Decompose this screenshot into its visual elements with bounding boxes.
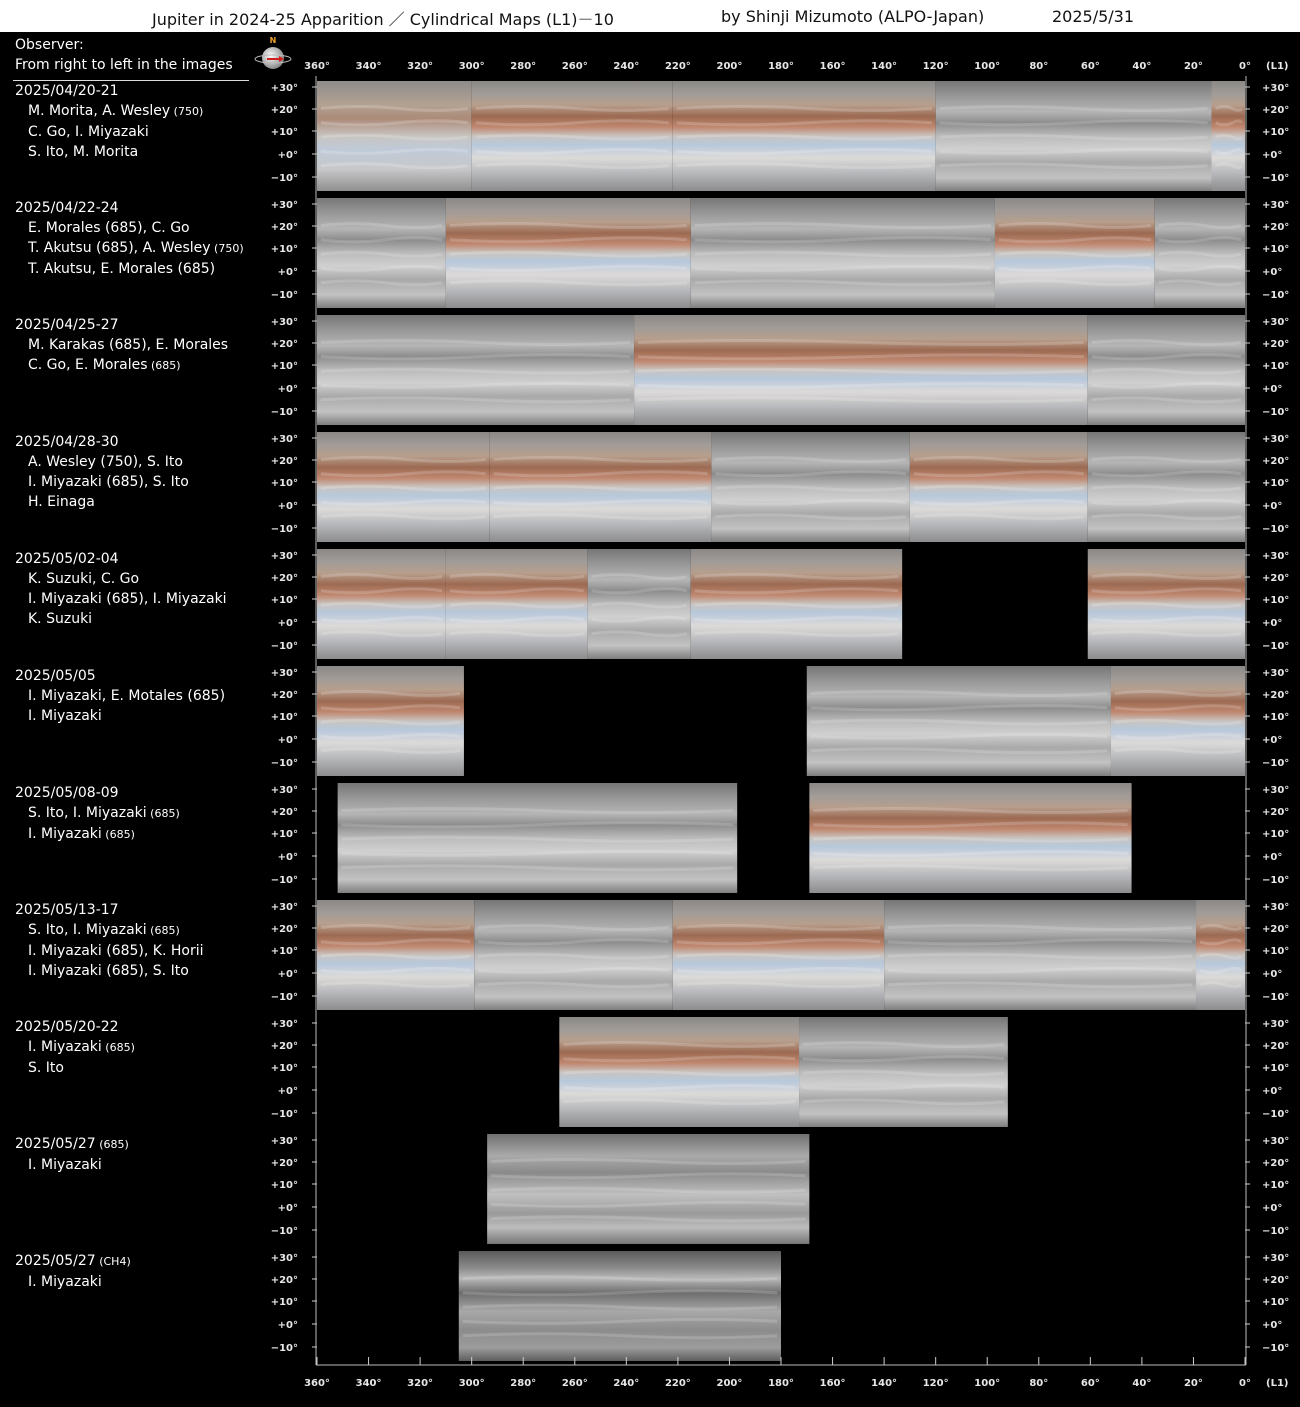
lat-label-left: +0° [277,267,298,278]
lon-label-bottom: 320° [407,1378,434,1389]
longitude-system-label: (L1) [1266,1378,1289,1389]
lat-label-left: −10° [270,641,298,652]
lat-label-right: +10° [1262,127,1290,138]
lat-label-right: +30° [1262,200,1290,211]
lat-label-left: −10° [270,875,298,886]
lon-label-top: 0° [1239,61,1251,72]
observer-line: H. Einaga [28,494,95,510]
observation-date: 2025/05/27 (CH4) [15,1253,131,1269]
lon-label-top: 60° [1080,61,1100,72]
lon-label-bottom: 20° [1183,1378,1203,1389]
publish-date: 2025/5/31 [1052,7,1135,26]
lat-label-left: −10° [270,1109,298,1120]
lat-label-left: +20° [270,924,298,935]
observer-line: T. Akutsu (685), A. Wesley (750) [28,240,244,256]
map-strip [459,1251,781,1361]
lat-label-right: +0° [1262,618,1283,629]
lat-label-right: +30° [1262,902,1290,913]
lat-label-left: +10° [270,946,298,957]
lat-label-right: +20° [1262,105,1290,116]
lat-label-right: +10° [1262,361,1290,372]
lat-label-left: +20° [270,1275,298,1286]
observation-date: 2025/05/08-09 [15,785,119,801]
observer-order-note: From right to left in the images [15,57,233,73]
lat-label-left: −10° [270,992,298,1003]
observation-date: 2025/05/27 (685) [15,1136,129,1152]
lat-label-right: +30° [1262,551,1290,562]
lat-label-left: +30° [270,785,298,796]
compass-north-label: N [269,36,277,45]
lon-label-top: 100° [974,61,1001,72]
lon-label-bottom: 140° [871,1378,898,1389]
lat-label-right: +20° [1262,573,1290,584]
lon-label-bottom: 0° [1239,1378,1251,1389]
map-strip [338,783,1132,893]
lat-label-right: +10° [1262,595,1290,606]
lat-label-right: +30° [1262,668,1290,679]
lon-label-top: 160° [819,61,846,72]
lat-label-left: +20° [270,222,298,233]
observer-line: M. Karakas (685), E. Morales [28,337,229,353]
map-strip [317,81,1245,191]
lat-label-left: −10° [270,1226,298,1237]
lat-label-left: −10° [270,758,298,769]
lon-label-top: 40° [1132,61,1152,72]
observation-date: 2025/04/20-21 [15,83,119,99]
lon-label-top: 340° [355,61,382,72]
lat-label-right: +0° [1262,1086,1283,1097]
observer-heading: Observer: [15,37,84,53]
lat-label-left: +30° [270,1136,298,1147]
filter-tag: (685) [101,1041,135,1054]
lat-label-left: +0° [277,384,298,395]
lat-label-right: +10° [1262,1180,1290,1191]
observation-date: 2025/04/25-27 [15,317,119,333]
lat-label-right: +30° [1262,434,1290,445]
filter-tag: (685) [101,828,135,841]
lon-label-bottom: 200° [716,1378,743,1389]
lat-label-left: +10° [270,244,298,255]
lat-label-right: +20° [1262,456,1290,467]
map-strip [317,198,1245,308]
observer-line: S. Ito, M. Morita [28,144,139,160]
observer-line: I. Miyazaki, E. Motales (685) [28,688,226,704]
lat-label-left: +30° [270,551,298,562]
lat-label-right: +10° [1262,946,1290,957]
observer-line: C. Go, I. Miyazaki [28,124,149,140]
map-strip [317,666,1245,776]
lat-label-right: +10° [1262,712,1290,723]
lat-label-left: +20° [270,1158,298,1169]
map-strip [317,315,1245,425]
lat-label-left: +30° [270,1253,298,1264]
lon-label-bottom: 120° [922,1378,949,1389]
lat-label-right: +0° [1262,267,1283,278]
lat-label-right: +20° [1262,807,1290,818]
map-strip [487,1134,809,1244]
lat-label-right: −10° [1262,173,1290,184]
observation-date: 2025/05/02-04 [15,551,119,567]
lat-label-right: +30° [1262,1019,1290,1030]
lat-label-left: +10° [270,361,298,372]
lat-label-right: −10° [1262,992,1290,1003]
observer-line: A. Wesley (750), S. Ito [28,454,183,470]
lat-label-left: +10° [270,478,298,489]
lat-label-right: +20° [1262,1041,1290,1052]
lat-label-left: +30° [270,434,298,445]
lat-label-right: +10° [1262,1063,1290,1074]
filter-tag: (685) [146,924,180,937]
lat-label-left: +20° [270,1041,298,1052]
lon-label-bottom: 60° [1080,1378,1100,1389]
lat-label-left: +10° [270,127,298,138]
lat-label-left: +10° [270,1297,298,1308]
lon-label-bottom: 160° [819,1378,846,1389]
lon-label-top: 80° [1029,61,1049,72]
longitude-system-label: (L1) [1266,61,1289,72]
observer-line: I. Miyazaki [28,708,102,724]
lat-label-left: +30° [270,1019,298,1030]
lat-label-right: +0° [1262,150,1283,161]
lat-label-left: +0° [277,150,298,161]
observation-date: 2025/05/05 [15,668,96,684]
map-strip [317,549,1245,659]
observer-line: I. Miyazaki (685) [28,826,135,842]
lat-label-left: −10° [270,1343,298,1354]
lat-label-right: +20° [1262,1158,1290,1169]
filter-tag: (750) [170,105,204,118]
lat-label-right: +20° [1262,924,1290,935]
strips-layer [317,81,1245,1361]
lon-label-top: 300° [458,61,485,72]
lon-label-top: 280° [510,61,537,72]
lat-label-right: −10° [1262,1226,1290,1237]
lon-label-bottom: 180° [768,1378,794,1389]
lat-label-left: +0° [277,1203,298,1214]
observer-line: K. Suzuki, C. Go [28,571,140,587]
lon-label-top: 20° [1183,61,1203,72]
observer-line: S. Ito, I. Miyazaki (685) [28,805,180,821]
lat-label-left: +0° [277,735,298,746]
lat-label-right: +10° [1262,829,1290,840]
lon-label-bottom: 360° [304,1378,330,1389]
lat-label-left: +10° [270,829,298,840]
lat-label-left: +0° [277,969,298,980]
lat-label-left: +0° [277,852,298,863]
observer-line: I. Miyazaki [28,1157,102,1173]
lat-label-left: −10° [270,173,298,184]
observer-line: C. Go, E. Morales (685) [28,357,181,373]
lat-label-left: +10° [270,595,298,606]
map-strip [317,432,1245,542]
lat-label-right: +30° [1262,1253,1290,1264]
observer-line: I. Miyazaki (685), I. Miyazaki [28,591,227,607]
lat-label-left: −10° [270,407,298,418]
lon-label-bottom: 280° [510,1378,537,1389]
page-title: Jupiter in 2024-25 Apparition ／ Cylindrical Maps (L1)－10 [152,10,614,29]
lat-label-right: +0° [1262,1203,1283,1214]
observer-line: I. Miyazaki (685), S. Ito [28,963,189,979]
lat-label-left: +30° [270,317,298,328]
lat-label-left: +10° [270,1063,298,1074]
lat-label-left: +30° [270,668,298,679]
lat-label-right: +0° [1262,969,1283,980]
map-strip [559,1017,1008,1127]
lon-label-bottom: 340° [355,1378,382,1389]
lat-label-right: −10° [1262,1343,1290,1354]
lon-label-top: 260° [561,61,588,72]
lat-label-right: +10° [1262,244,1290,255]
lat-label-left: +20° [270,105,298,116]
lat-label-left: +30° [270,83,298,94]
lat-label-right: −10° [1262,875,1290,886]
lon-label-top: 200° [716,61,743,72]
lat-label-right: −10° [1262,758,1290,769]
lat-label-left: +0° [277,1320,298,1331]
observation-date: 2025/04/22-24 [15,200,119,216]
filter-tag: (750) [210,242,244,255]
lat-label-right: +0° [1262,384,1283,395]
observation-date: 2025/04/28-30 [15,434,119,450]
map-strip [317,900,1245,1010]
observer-line: I. Miyazaki (685), S. Ito [28,474,189,490]
lat-label-right: +20° [1262,1275,1290,1286]
lat-label-right: +20° [1262,222,1290,233]
lat-label-right: +30° [1262,83,1290,94]
lat-label-left: +0° [277,618,298,629]
lat-label-right: +10° [1262,1297,1290,1308]
lat-label-left: −10° [270,290,298,301]
observation-date: 2025/05/20-22 [15,1019,119,1035]
lon-label-top: 180° [768,61,794,72]
lat-label-right: −10° [1262,1109,1290,1120]
lon-label-top: 220° [664,61,691,72]
observer-line: S. Ito, I. Miyazaki (685) [28,922,180,938]
filter-tag: (685) [146,807,180,820]
lat-label-left: −10° [270,524,298,535]
lat-label-right: +0° [1262,852,1283,863]
lat-label-left: +20° [270,807,298,818]
observer-line: K. Suzuki [28,611,93,627]
observation-date: 2025/05/13-17 [15,902,119,918]
lat-label-right: +10° [1262,478,1290,489]
observer-line: T. Akutsu, E. Morales (685) [28,261,216,277]
lon-label-bottom: 80° [1029,1378,1049,1389]
filter-tag: (CH4) [95,1255,131,1268]
lon-label-top: 240° [613,61,640,72]
observer-line: I. Miyazaki [28,1274,102,1290]
lat-label-left: +10° [270,1180,298,1191]
lat-label-right: +30° [1262,317,1290,328]
lat-label-right: +30° [1262,785,1290,796]
filter-tag: (685) [147,359,181,372]
lat-label-left: +20° [270,456,298,467]
lat-label-right: −10° [1262,641,1290,652]
author-credit: by Shinji Mizumoto (ALPO-Japan) [721,7,985,26]
lat-label-right: +20° [1262,339,1290,350]
lat-label-right: +20° [1262,690,1290,701]
lat-label-left: +30° [270,200,298,211]
lat-label-right: +0° [1262,501,1283,512]
lon-label-top: 120° [922,61,949,72]
observer-line: I. Miyazaki (685), K. Horii [28,943,204,959]
lon-label-top: 320° [407,61,434,72]
observer-line: I. Miyazaki (685) [28,1039,135,1055]
observer-line: S. Ito [28,1060,64,1076]
lon-label-bottom: 100° [974,1378,1001,1389]
lat-label-right: −10° [1262,407,1290,418]
filter-tag: (685) [95,1138,129,1151]
lat-label-right: +30° [1262,1136,1290,1147]
lat-label-left: +30° [270,902,298,913]
lat-label-left: +20° [270,339,298,350]
observer-line: E. Morales (685), C. Go [28,220,190,236]
lon-label-bottom: 220° [664,1378,691,1389]
lat-label-left: +20° [270,573,298,584]
observer-line: M. Morita, A. Wesley (750) [28,103,204,119]
lon-label-bottom: 260° [561,1378,588,1389]
lat-label-left: +10° [270,712,298,723]
lon-label-bottom: 240° [613,1378,640,1389]
lon-label-top: 140° [871,61,898,72]
lat-label-right: −10° [1262,524,1290,535]
lon-label-bottom: 40° [1132,1378,1152,1389]
lat-label-left: +0° [277,501,298,512]
lat-label-left: +20° [270,690,298,701]
lon-label-top: 360° [304,61,330,72]
lat-label-right: +0° [1262,735,1283,746]
lat-label-right: +0° [1262,1320,1283,1331]
lat-label-left: +0° [277,1086,298,1097]
lat-label-right: −10° [1262,290,1290,301]
lon-label-bottom: 300° [458,1378,485,1389]
